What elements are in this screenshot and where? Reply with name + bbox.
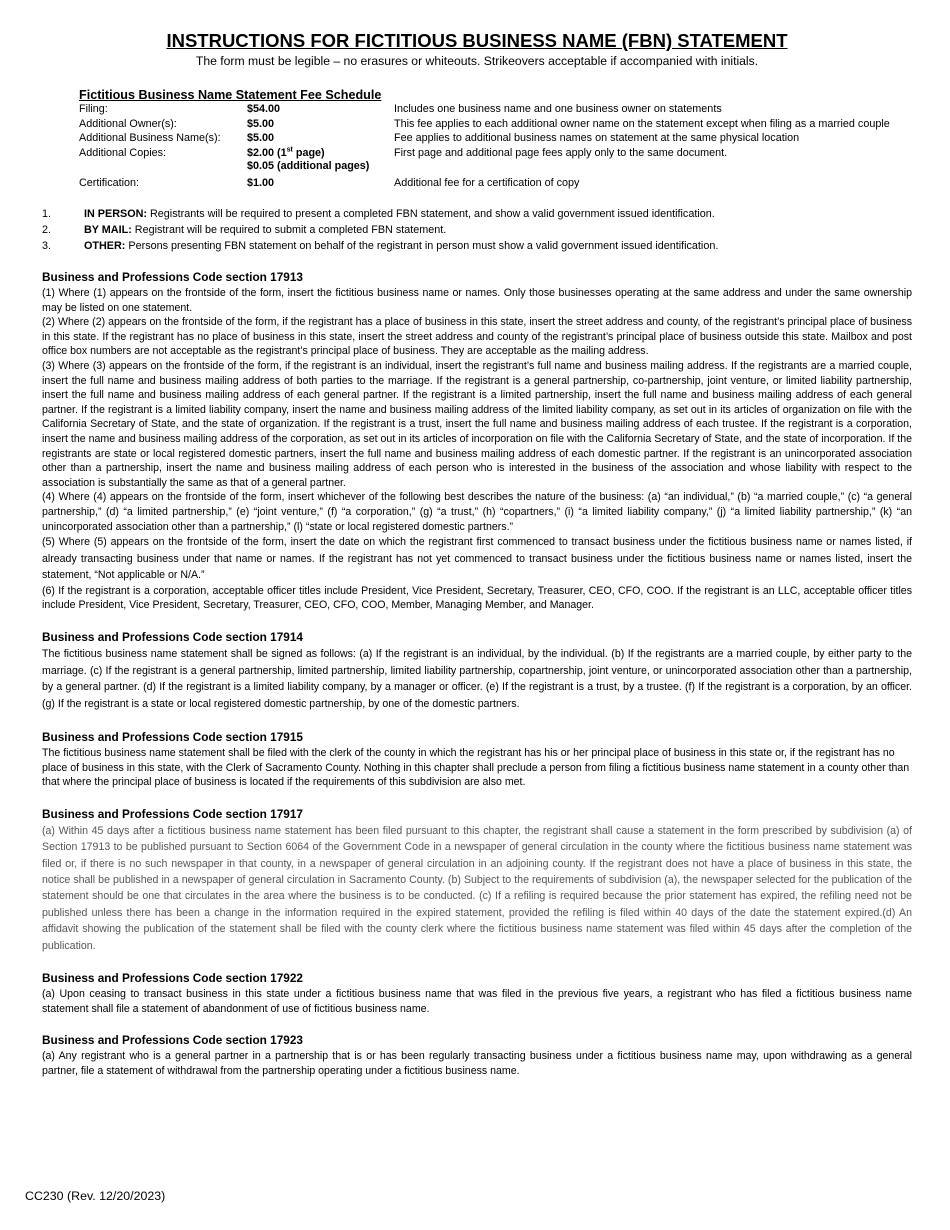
- section-heading: Business and Professions Code section 17923: [42, 1033, 303, 1048]
- list-number: 2.: [42, 224, 52, 236]
- fee-row-additional-owners: [79, 118, 915, 132]
- fee-description: Additional fee for a certification of copy: [394, 176, 580, 189]
- section-paragraph: (4) Where (4) appears on the frontside of the form, insert whichever of the following best describes the nature of the business: (a) “an individual,” (b) “a married couple,” (c) “a general partnership,” (d) “a limited partnership,” (e) “joint venture,” (f) “a corporation,” (g) “a trust,” (h) “copartners,” (i) “a limited liability company,” (j) “a limited liability partnership,” (k) “an unincorporated association other than a partnership,” (l) “state or local registered domestic partners.”: [42, 491, 912, 533]
- section-paragraph: (a) Upon ceasing to transact business in this state under a fictitious business name that was filed in the previous five years, a registrant who has filed a fictitious business name statement shall file a statement of abandonment of use of fictitious business name.: [42, 988, 912, 1015]
- fee-row-filing: [79, 103, 915, 117]
- fee-amount: $1.00: [247, 176, 275, 189]
- method-text: [84, 222, 446, 238]
- section-paragraph: (2) Where (2) appears on the frontside of the form, if the registrant has a place of business in this state, insert the street address and county, of the registrant’s principal place of business in this state. If the registrant has no place of business in this state, insert the street address and county of the registrant’s principal place of business outside this state. Mailbox and post office box numbers are not acceptable as the registrant’s principal place of business. They are acceptable as the mailing address.: [42, 316, 912, 358]
- method-label: BY MAIL:: [84, 224, 132, 236]
- section-heading: Business and Professions Code section 17915: [42, 729, 303, 744]
- filing-methods-list: [42, 206, 912, 254]
- method-text: [84, 206, 715, 222]
- fee-label: Filing:: [79, 103, 108, 115]
- fee-label: Certification:: [79, 176, 140, 189]
- fee-label: Additional Owner(s):: [79, 117, 177, 130]
- section-paragraph: (6) If the registrant is a corporation, acceptable officer titles include President, Vice President, Secretary, Treasurer, CEO, CFO, COO. If the registrant is an LLC, acceptable officer titles include President, Vice President, Secretary, Treasurer, CEO, CFO, COO, Member, Managing Member, and Manager.: [42, 584, 912, 612]
- section-17922: [42, 971, 912, 1016]
- fee-description: Fee applies to additional business names on statement at the same physical location: [394, 132, 800, 144]
- method-description: Registrants will be required to present a completed FBN statement, and show a valid government issued identification.: [147, 208, 715, 220]
- section-paragraph: (1) Where (1) appears on the frontside of the form, insert the fictitious business name or names. Only those businesses operating at the same address and under the same ownership may be listed on one statement.: [42, 287, 912, 314]
- section-heading: Business and Professions Code section 17922: [42, 971, 303, 985]
- section-paragraph: The fictitious business name statement shall be filed with the clerk of the county in which the registrant has his or her principal place of business in this state or, if the registrant has no place of business in this state, with the Clerk of Sacramento County. Nothing in this chapter shall preclude a person from filing a fictitious business name statement in a county other than that where the principal place of business is located if the requirements of this subdivision are also met.: [42, 746, 910, 789]
- section-paragraph: (a) Within 45 days after a fictitious business name statement has been filed pursuant to this chapter, the registrant shall cause a statement in the form prescribed by subdivision (a) of Section 17913 to be published pursuant to Section 6064 of the Government Code in a newspaper of general circulation in the county where the fictitious business name statement was filed or, if there is no such newspaper in that county, in a newspaper of general circulation in an adjoining county. If the registrant does not have a place of business in this state, the notice shall be published in a newspaper of general circulation in Sacramento County. (b) Subject to the requirements of subdivision (a), the newspaper selected for the publication of the statement should be one that circulates in the area where the business is to be conducted. (c) If a refiling is required because the prior statement has expired, the refiling need not be published unless there has been a change in the information required in the expired statement, provided the refiling is filed within 40 days of the date the statement expired.(d) An affidavit showing the publication of the statement shall be filed with the county clerk where the fictitious business name statement was filed within 45 days after the completion of the publication.: [42, 824, 912, 952]
- method-text: [84, 238, 718, 254]
- fee-description: This fee applies to each additional owner name on the statement except when filing as a married couple: [394, 117, 890, 130]
- section-paragraph: (3) Where (3) appears on the frontside of the form, if the registrant is an individual, insert the registrant’s full name and business mailing address. If the registrants are a married couple, insert the full name and business mailing address of both parties to the marriage. If the registrant is a general partnership, co-partnership, joint venture, or limited liability partnership, insert the full name and business mailing address of each general partner. If the registrant is a limited partnership, insert the full name and business mailing address of each general partner. If the registrant is a limited liability company, insert the name and business mailing address of the limited liability company, as set out in its articles of organization on file with the California Secretary of State, and the state of organization. If the registrant is a trust, insert the full name and business mailing address of each trustee. If the registrant is a corporation, insert the name and business mailing address of the corporation, as set out in its articles of incorporation on file with the California Secretary of State, and the state of incorporation. If the registrants are state or local registered domestic partners, insert the full name and business mailing address of each domestic partner. If the registrant is an unincorporated association other than a partnership, insert the name and business mailing address of each person who is interested in the business of the association and whose liability with respect to the association is substantially the same as that of a general partner.: [42, 359, 912, 489]
- section-17917: [42, 807, 912, 954]
- section-17923: [42, 1033, 912, 1078]
- form-revision-id: CC230 (Rev. 12/20/2023): [25, 1189, 166, 1203]
- fee-amount: $5.00: [247, 117, 275, 130]
- section-heading: Business and Professions Code section 17914: [42, 629, 303, 644]
- fee-schedule: [79, 87, 915, 190]
- document-title: INSTRUCTIONS FOR FICTITIOUS BUSINESS NAME (FBN) STATEMENT: [166, 30, 788, 51]
- filing-method-in-person: [42, 206, 912, 222]
- fee-amount-superscript: st: [286, 145, 293, 153]
- fee-row-additional-copies: [79, 147, 915, 174]
- filing-method-other: [42, 238, 912, 254]
- method-label: IN PERSON:: [84, 208, 147, 220]
- method-label: OTHER:: [84, 240, 126, 252]
- fee-schedule-heading: Fictitious Business Name Statement Fee Schedule: [79, 88, 382, 102]
- fee-amount-first-page: [247, 147, 394, 161]
- fee-amount-main: $2.00 (1: [247, 146, 287, 159]
- section-17913: [42, 270, 912, 613]
- fee-description: Includes one business name and one business owner on statements: [394, 103, 722, 115]
- list-number: 1.: [42, 208, 52, 220]
- section-17914: [42, 630, 912, 713]
- section-paragraph: (5) Where (5) appears on the frontside of the form, insert the date on which the registrant first commenced to transact business under the fictitious business name or names listed, if already transacting business under that name or names. If the registrant has not yet commenced to transact business under the fictitious business name or names listed, insert the statement, “Not applicable or N/A.”: [42, 536, 912, 582]
- list-number: 3.: [42, 240, 52, 252]
- fee-row-additional-business-names: [79, 132, 915, 146]
- fee-amount: $5.00: [247, 132, 275, 144]
- document-subtitle: The form must be legible – no erasures or whiteouts. Strikeovers acceptable if accompanied with initials.: [195, 54, 759, 68]
- fee-description: First page and additional page fees apply only to the same document.: [394, 146, 728, 159]
- fee-amount: $54.00: [247, 103, 281, 115]
- method-description: Registrant will be required to submit a completed FBN statement.: [131, 224, 447, 236]
- section-heading: Business and Professions Code section 17917: [42, 806, 303, 821]
- fee-label: Additional Copies:: [79, 146, 167, 159]
- fee-row-certification: [79, 177, 915, 191]
- method-description: Persons presenting FBN statement on behalf of the registrant in person must show a valid government issued identification.: [125, 240, 719, 252]
- section-17915: [42, 730, 912, 790]
- section-paragraph: The fictitious business name statement shall be signed as follows: (a) If the registrant is an individual, by the individual. (b) If the registrants are a married couple, by either party to the marriage. (c) If the registrant is a general partnership, limited partnership, limited liability partnership, copartnership, joint venture, or unincorporated association other than a partnership, by a general partner. (d) If the registrant is a limited liability company, by a manager or officer. (e) If the registrant is a trust, by a trustee. (f) If the registrant is a corporation, by an officer. (g) If the registrant is a state or local registered domestic partnership, by one of the domestic partners.: [42, 647, 912, 711]
- filing-method-by-mail: [42, 222, 912, 238]
- fee-label: Additional Business Name(s):: [79, 132, 221, 144]
- fee-amount-additional-pages: $0.05 (additional pages): [247, 160, 370, 172]
- fee-amount-tail: page): [292, 146, 325, 159]
- fee-amount: [247, 147, 394, 174]
- section-heading: Business and Professions Code section 17913: [42, 270, 303, 284]
- section-paragraph: (a) Any registrant who is a general partner in a partnership that is or has been regularly transacting business under a fictitious business name may, upon withdrawing as a general partner, file a statement of withdrawal from the partnership operating under a fictitious business name.: [42, 1050, 912, 1077]
